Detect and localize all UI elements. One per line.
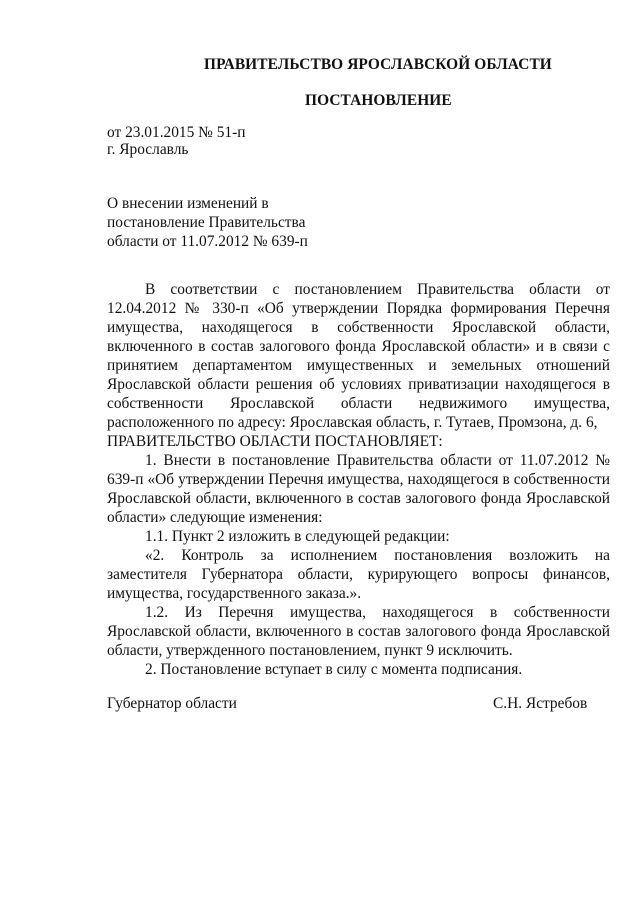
document-subject [107,194,308,251]
document-body [107,280,610,679]
document-type: ПОСТАНОВЛЕНИЕ [305,92,452,109]
document-meta [107,124,245,158]
item-1-2-paragraph: 1.2. Из Перечня имущества, находящегося в собственности Ярославской области, включенного в состав залогового фонда Ярославской области, утвержденного постановлением, пункт 9 исключить. [107,604,610,659]
item-1-1-quote-paragraph: «2. Контроль за исполнением постановления возложить на заместителя Губернатора области, курирующего вопросы финансов, имущества, государственного заказа.». [107,547,610,602]
date-number: от 23.01.2015 № 51-п [107,124,246,141]
signature-name: С.Н. Ястребов [493,695,588,712]
city: г. Ярославль [107,141,189,158]
item-2-paragraph: 2. Постановление вступает в силу с момента подписания. [145,661,523,678]
subject-line-3: области от 11.07.2012 № 639-п [107,233,308,250]
preamble-paragraph: В соответствии с постановлением Правительства области от 12.04.2012 № 330-п «Об утверждении Порядка формирования Перечня имущества, находящегося в собственности Ярославской области, включенного в состав залогового фонда Ярославской области» и в связи с принятием департаментом имущественных и земельных отношений Ярославской области решения об условиях приватизации находящегося в собственности Ярославской области недвижимого имущества, расположенного по адресу: Ярославская область, г. Тутаев, Промзона, д. 6, [107,281,610,431]
item-1-1-paragraph: 1.1. Пункт 2 изложить в следующей редакции: [145,528,450,545]
signature-position: Губернатор области [107,695,237,712]
decree-line: ПРАВИТЕЛЬСТВО ОБЛАСТИ ПОСТАНОВЛЯЕТ: [107,433,443,450]
government-title: ПРАВИТЕЛЬСТВО ЯРОСЛАВСКОЙ ОБЛАСТИ [204,56,552,73]
item-1-paragraph: 1. Внести в постановление Правительства области от 11.07.2012 № 639-п «Об утверждении Перечня имущества, находящегося в собственности Ярославской области, включенного в состав залогового фонда Ярославской области» следующие изменения: [107,452,610,526]
subject-line-1: О внесении изменений в [107,195,269,212]
subject-line-2: постановление Правительства [107,214,306,231]
